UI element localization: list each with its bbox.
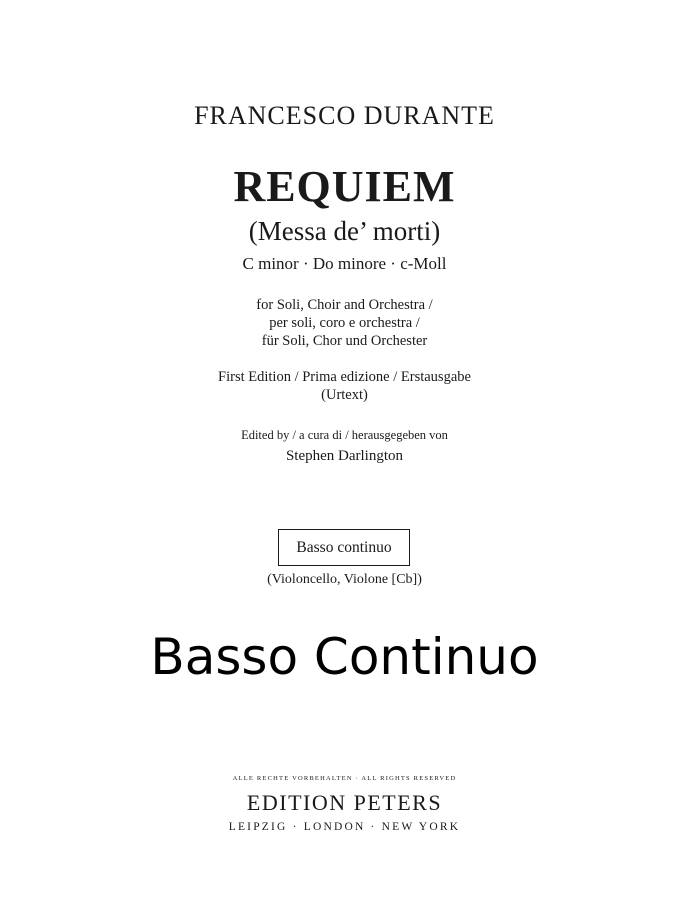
scoring-line-italian: per soli, coro e orchestra / <box>269 315 420 331</box>
work-title: REQUIEM <box>233 162 456 211</box>
urtext-note: (Urtext) <box>321 387 368 403</box>
scoring-line-english: for Soli, Choir and Orchestra / <box>256 297 433 313</box>
editor-name: Stephen Darlington <box>285 448 404 464</box>
part-heading-large: Basso Continuo <box>150 628 539 686</box>
composer-name: FRANCESCO DURANTE <box>194 101 495 130</box>
part-label-box <box>278 529 410 566</box>
edition-note: First Edition / Prima edizione / Erstausgabe <box>218 369 471 385</box>
key-signature: C minor · Do minore · c-Moll <box>242 254 447 273</box>
scoring-line-german: für Soli, Chor und Orchester <box>261 333 428 349</box>
rights-notice: ALLE RECHTE VORBEHALTEN · ALL RIGHTS RESERVED <box>232 775 457 782</box>
edited-by-label: Edited by / a cura di / herausgegeben von <box>241 428 448 442</box>
publisher-name: EDITION PETERS <box>246 790 443 815</box>
work-subtitle: (Messa de’ morti) <box>248 216 441 246</box>
part-label: Basso continuo <box>296 538 392 556</box>
publisher-cities: LEIPZIG · LONDON · NEW YORK <box>228 821 461 833</box>
instrument-list: (Violoncello, Violone [Cb]) <box>267 572 422 587</box>
